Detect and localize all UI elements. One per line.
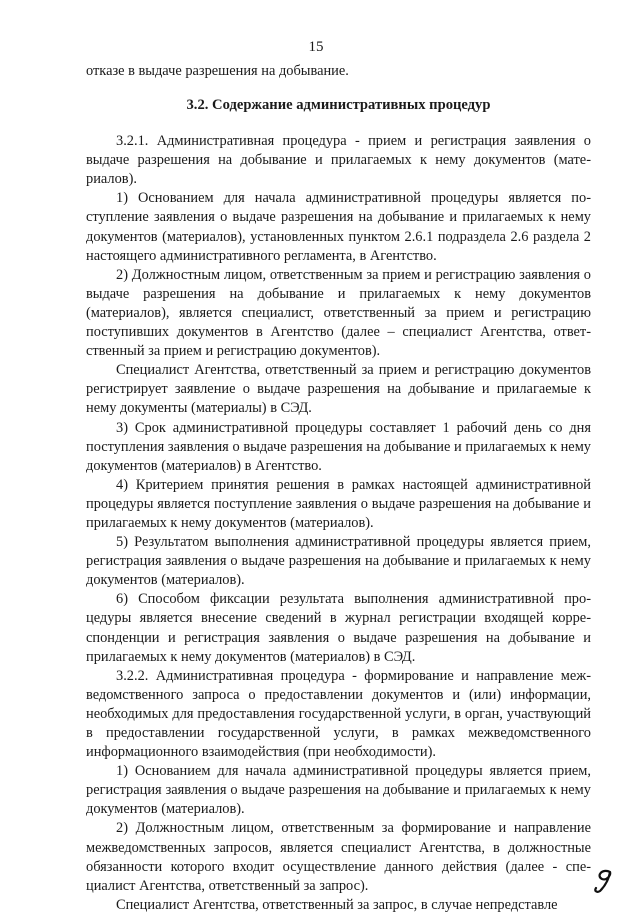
intro-line: отказе в выдаче разрешения на добывание. — [86, 63, 349, 79]
paragraph: 1) Основанием для начала административной процедуры является поступление заявления о выдаче разрешения на добывание и прилагаемых к нему документов (материалов), установленных пунктом 2.6.1 подраздела 2.6 раздела 2 настоящего административного регламента, в Агентство. — [86, 190, 591, 264]
paragraph: Специалист Агентства, ответственный за запрос, в случае непредставле — [116, 896, 558, 913]
paragraph: Специалист Агентства, ответственный за прием и регистрацию документов регистрирует заявление о выдаче разрешения на добывание и прилагаемые к нему документы (материалы) в СЭД. — [86, 362, 591, 417]
paragraph: 4) Критерием принятия решения в рамках настоящей административной процедуры является поступление заявления о выдаче разрешения на добывание и прилагаемых к нему документов (материалов). — [86, 476, 591, 531]
paragraph: 5) Результатом выполнения административной процедуры является прием, регистрация заявления о выдаче разрешения на добывание и прилагаемых к нему документов (материалов). — [86, 534, 591, 589]
paragraph: 2) Должностным лицом, ответственным за формирование и направление межведомственных запросов, является специалист Агентства, в должностные обязанности которого входит осуществление данного действия (далее - специалист Агентства, ответственный за запрос). — [86, 820, 591, 894]
paragraph: 2) Должностным лицом, ответственным за прием и регистрацию заявления о выдаче разрешения на добывание и прилагаемых к нему документов (материалов), является специалист, ответственный за прием и регистрацию поступивших документов в Агентство (далее – специалист Агентства, ответственный за прием и регистрацию документов). — [86, 266, 591, 360]
section-heading: 3.2. Содержание административных процедур — [186, 97, 491, 114]
paragraph: 3.2.2. Административная процедура - формирование и направление межведомственного запроса о предоставлении документов и (или) информации, необходимых для предоставления государственной услуги, в орган, участвующий в предоставлении государственной услуги, в рамках межведомственного информационного взаимодействия (при необходимости). — [86, 667, 591, 761]
paragraph: 3) Срок административной процедуры составляет 1 рабочий день со дня поступления заявления о выдаче разрешения на добывание и прилагаемых к нему документов (материалов) в Агентство. — [86, 419, 591, 474]
document-body — [86, 62, 591, 915]
page-number: 15 — [308, 39, 324, 55]
handwritten-mark — [590, 866, 622, 894]
paragraph: 1) Основанием для начала административной процедуры является прием, регистрация заявления о выдаче разрешения на добывание и прилагаемых к нему документов (материалов). — [86, 763, 591, 818]
paragraph: 6) Способом фиксации результата выполнения административной процедуры является внесение сведений в журнал регистрации входящей корреспонденции и регистрация заявления о выдаче разрешения на добывание и прилагаемых к нему документов (материалов) в СЭД. — [86, 591, 591, 665]
paragraph: 3.2.1. Административная процедура - прием и регистрация заявления о выдаче разрешения на добывание и прилагаемых к нему документов (материалов). — [86, 133, 591, 188]
